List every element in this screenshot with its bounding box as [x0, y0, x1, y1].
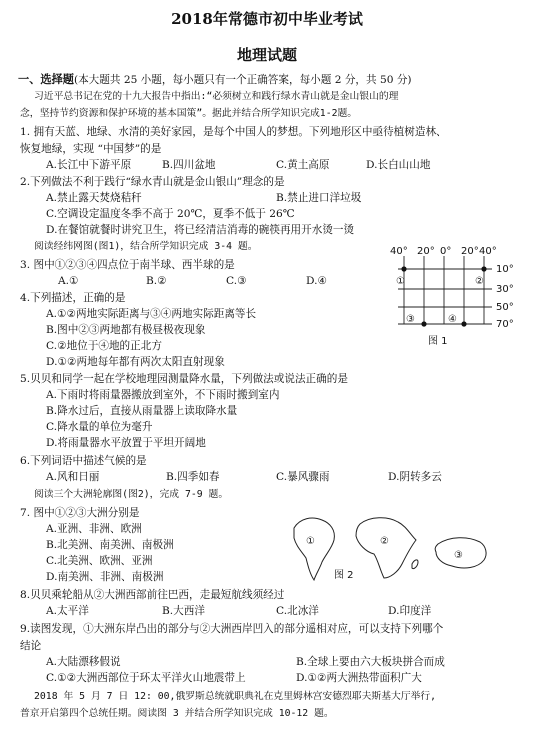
madagascar-outline: [412, 560, 418, 569]
q1-option-c: C.黄土高原: [276, 159, 330, 171]
fig3-intro-line-2: 普京开启第四个总统任期。阅读图 3 并结合所学知识完成 10-12 题。: [20, 708, 334, 719]
continent-2-outline: [356, 518, 416, 578]
q9-stem-line-1: 9.读图发现，①大洲东岸凸出的部分与②大洲西岸凹入的部分遥相对应，可以支持下列哪个: [20, 623, 444, 635]
fig2-intro: 阅读三个大洲轮廓图(图2)，完成 7-9 题。: [34, 489, 229, 500]
point-3-marker: [421, 321, 426, 326]
q6-option-b: B.四季如春: [166, 471, 220, 483]
continent-1-label: ①: [306, 536, 315, 547]
point-2-marker: [481, 266, 486, 271]
q5-option-c: C.降水量的单位为毫升: [46, 421, 153, 433]
section-heading-row: [18, 72, 412, 87]
q1-stem-line-1: 1. 拥有天蓝、地绿、水清的美好家园，是每个中国人的梦想。下列地形区中亟待植树造林、: [20, 126, 447, 138]
q4-option-d: D.①②两地每年都有两次太阳直射现象: [46, 356, 225, 368]
q4-option-a: A.①②两地实际距离与③④两地实际距离等长: [46, 308, 257, 320]
q3-option-c: C.③: [226, 275, 247, 287]
intro-line-1: 习近平总书记在党的十九大报告中指出:“必须树立和践行绿水青山就是金山银山的理: [34, 91, 399, 102]
intro-line-2: 念，坚持节约资源和保护环境的基本国策”。据此并结合所学知识完成1-2题。: [20, 108, 358, 119]
q4-stem: 4.下列描述，正确的是: [20, 292, 126, 304]
continent-3-label: ③: [454, 550, 463, 561]
exam-title: 2018年常德市初中毕业考试: [171, 10, 363, 28]
q5-option-a: A.下雨时将雨量器搬放到室外，不下雨时搬到室内: [46, 389, 280, 401]
continent-1-outline: [294, 518, 334, 580]
figure-2-continents: [290, 508, 500, 584]
section-instructions: (本大题共 25 小题，每小题只有一个正确答案，每小题 2 分，共 50 分): [73, 74, 412, 86]
q7-stem: 7. 图中①②③大洲分别是: [20, 507, 140, 519]
q3-option-b: B.②: [146, 275, 167, 287]
continent-2-label: ②: [380, 536, 389, 547]
q6-option-d: D.阴转多云: [388, 471, 442, 483]
lat-label: 50°: [496, 302, 514, 313]
q7-option-a: A.亚洲、非洲、欧洲: [46, 523, 142, 535]
lat-label: 30°: [496, 284, 514, 295]
q5-stem: 5.贝贝和同学一起在学校地理园测量降水量，下列做法或说法正确的是: [20, 373, 348, 385]
lon-label: 40°: [479, 246, 497, 257]
q2-option-b: B.禁止进口洋垃圾: [276, 192, 362, 204]
q8-option-d: D.印度洋: [388, 605, 432, 617]
q2-option-a: A.禁止露天焚烧秸秆: [46, 192, 142, 204]
point-3-label: ③: [406, 314, 415, 325]
q6-stem: 6.下列词语中描述气候的是: [20, 455, 147, 467]
q1-option-d: D.长白山山地: [366, 159, 431, 171]
q1-option-a: A.长江中下游平原: [46, 159, 132, 171]
q9-option-d: D.①②两大洲热带面积广大: [296, 672, 422, 684]
q7-option-b: B.北美洲、南美洲、南极洲: [46, 539, 174, 551]
section-heading: 一、选择题: [18, 72, 74, 86]
q3-option-a: A.①: [58, 275, 79, 287]
point-1-marker: [401, 266, 406, 271]
fig1-intro: 阅读经纬网图(图1)，结合所学知识完成 3-4 题。: [34, 241, 258, 252]
q7-option-d: D.南美洲、非洲、南极洲: [46, 571, 164, 583]
point-1-label: ①: [396, 276, 405, 287]
subject-title: 地理试题: [236, 46, 297, 64]
q1-option-b: B.四川盆地: [162, 159, 216, 171]
q4-option-b: B.图中②③两地都有极昼极夜现象: [46, 324, 206, 336]
q6-option-a: A.风和日丽: [46, 471, 100, 483]
q8-option-a: A.太平洋: [46, 605, 89, 617]
q8-stem: 8.贝贝乘轮船从②大洲西部前往巴西，走最短航线须经过: [20, 589, 285, 601]
q9-option-b: B.全球上要由六大板块拼合而成: [296, 656, 445, 668]
figure-1-caption: 图 1: [428, 336, 448, 347]
lon-label: 40°: [390, 246, 408, 257]
lat-label: 70°: [496, 319, 514, 330]
q3-option-d: D.④: [306, 275, 327, 287]
lon-label: 20°: [417, 246, 435, 257]
fig3-intro-line-1: 2018 年 5 月 7 日 12: 00,俄罗斯总统就职典礼在克里姆林宫安德烈耶夫斯基大厅举行,: [34, 691, 437, 702]
point-4-marker: [461, 321, 466, 326]
q1-stem-line-2: 恢复地绿，实现 “中国梦”的是: [20, 143, 162, 155]
q3-stem: 3. 图中①②③④四点位于南半球、西半球的是: [20, 259, 235, 271]
q8-option-c: C.北冰洋: [276, 605, 319, 617]
q2-option-c: C.空调设定温度冬季不高于 20℃，夏季不低于 26℃: [46, 208, 295, 220]
q7-option-c: C.北美洲、欧洲、亚洲: [46, 555, 153, 567]
point-2-label: ②: [475, 276, 484, 287]
lon-label: 0°: [440, 246, 452, 257]
lon-label: 20°: [461, 246, 479, 257]
q9-option-c: C.①②大洲西部位于环太平洋火山地震带上: [46, 672, 246, 684]
figure-1-graticule: [384, 246, 524, 350]
q4-option-c: C.②地位于④地的正北方: [46, 340, 162, 352]
lat-label: 10°: [496, 264, 514, 275]
q6-option-c: C.暴风骤雨: [276, 471, 330, 483]
figure-2-caption: 图 2: [334, 570, 354, 581]
q2-option-d: D.在餐馆就餐时讲究卫生，将已经清洁消毒的碗筷再用开水烫一烫: [46, 224, 355, 236]
q5-option-b: B.降水过后，直接从雨量器上读取降水量: [46, 405, 238, 417]
q9-option-a: A.大陆漂移假说: [46, 656, 121, 668]
point-4-label: ④: [448, 314, 457, 325]
q8-option-b: B.大西洋: [162, 605, 205, 617]
q5-option-d: D.将雨量器水平放置于平坦开阔地: [46, 437, 206, 449]
q9-stem-line-2: 结论: [20, 640, 42, 652]
q2-stem: 2.下列做法不利于践行“绿水青山就是金山银山”理念的是: [20, 176, 285, 188]
